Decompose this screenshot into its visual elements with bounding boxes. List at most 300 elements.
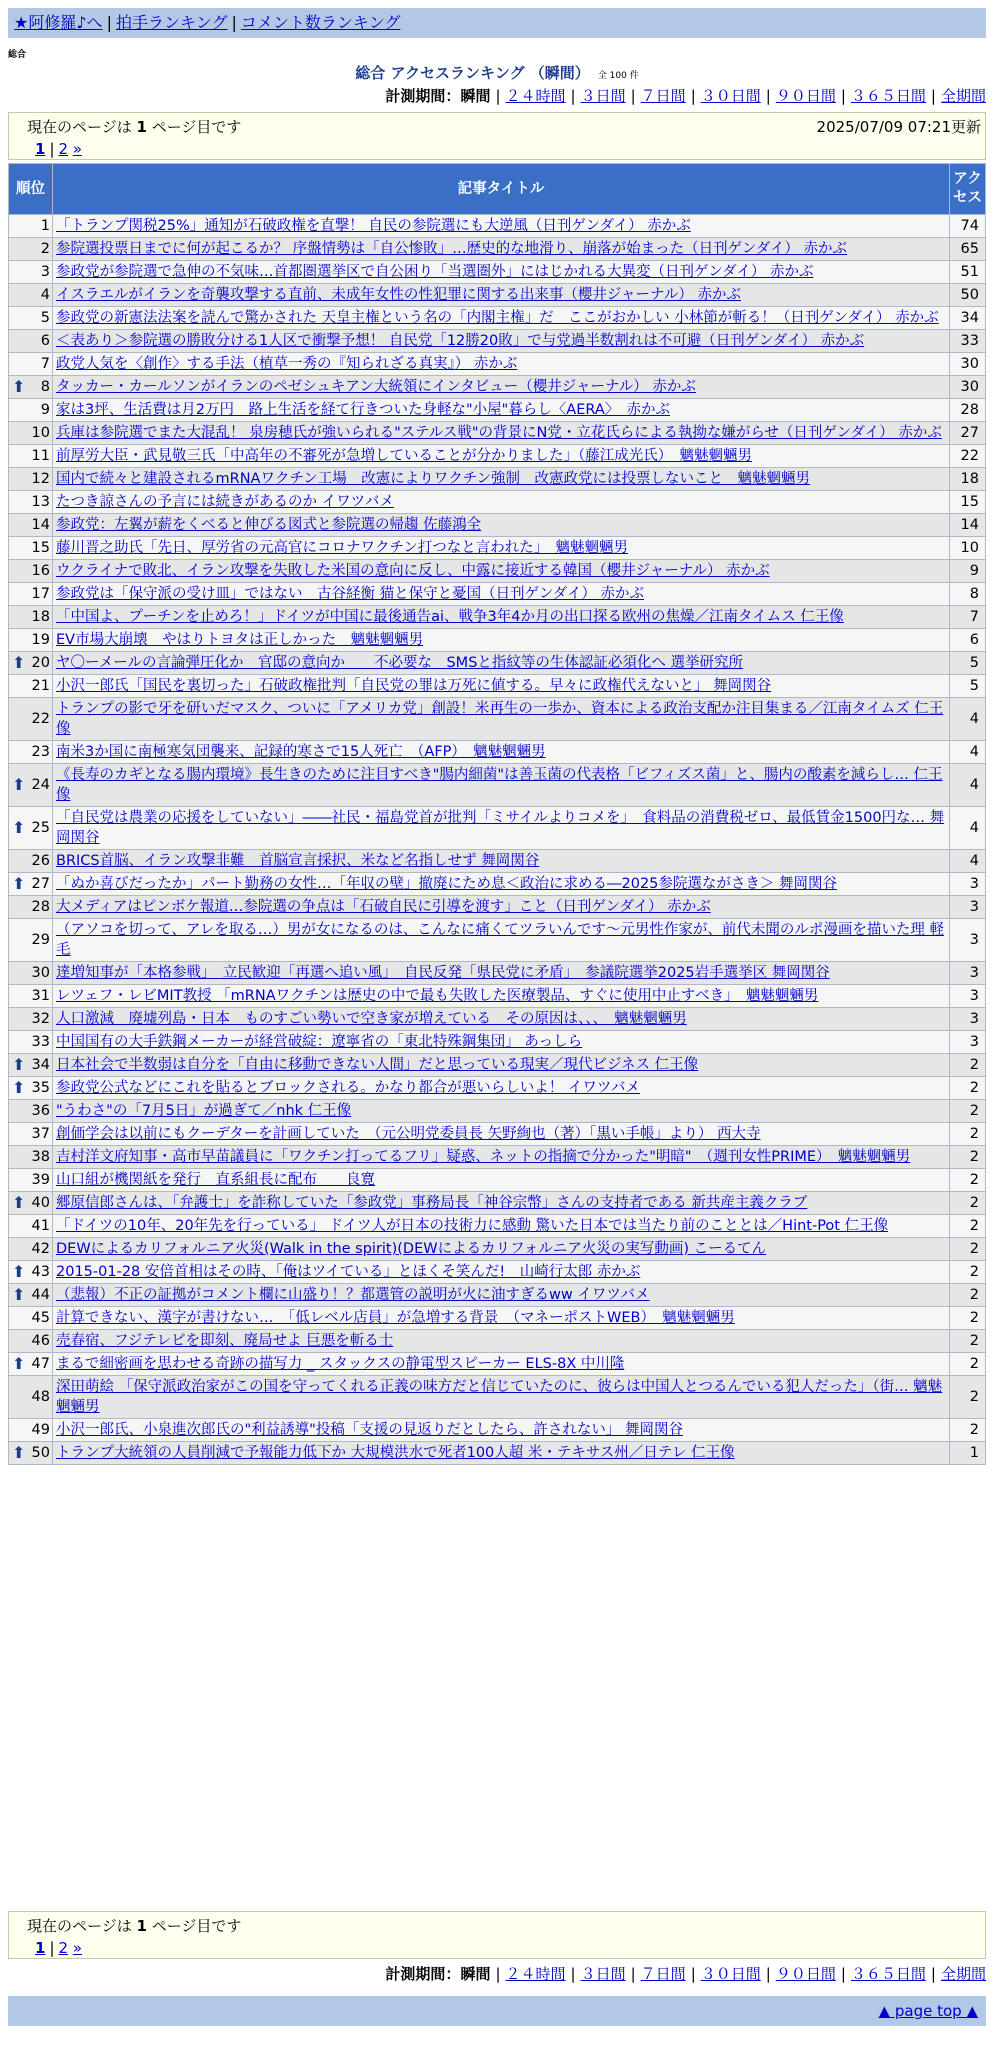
rank-number: 27: [31, 876, 50, 892]
rank-cell: [9, 629, 53, 652]
access-count: 2: [950, 1100, 986, 1123]
rank-number: 16: [31, 563, 50, 579]
title-cell: [53, 1008, 950, 1031]
rank-number: 34: [31, 1057, 50, 1073]
article-link[interactable]: 達増知事が「本格参戦」 立民歓迎「再選へ追い風」 自民反発「県民党に矛盾」 参議院選挙2025岩手選挙区 舞岡関谷: [56, 965, 830, 981]
title-cell: [53, 741, 950, 764]
article-link[interactable]: ヤ〇ーメールの言論弾圧化か 官邸の意向か 不必要な SMSと指紋等の生体認証必須化へ 選挙研究所: [56, 655, 744, 671]
table-row: [9, 1419, 986, 1442]
separator: |: [690, 87, 696, 105]
title-cell: [53, 1376, 950, 1419]
access-count: 3: [950, 962, 986, 985]
rank-number: 23: [31, 744, 50, 760]
rank-number: 32: [31, 1011, 50, 1027]
article-link[interactable]: 参政党は「保守派の受け皿」ではない 古谷経衡 猫と保守と憂国（日刊ゲンダイ） 赤かぶ: [56, 586, 645, 602]
table-row: [9, 764, 986, 807]
article-link[interactable]: 「トランプ関税25%」通知が石破政権を直撃！ 自民の参院選にも大逆風（日刊ゲンダイ） 赤かぶ: [56, 218, 691, 234]
rank-number: 49: [31, 1422, 50, 1438]
rank-cell: [9, 675, 53, 698]
nav-link-ashura[interactable]: ★阿修羅♪へ: [14, 13, 103, 32]
rank-number: 31: [31, 988, 50, 1004]
article-link[interactable]: 参政党が参院選で急伸の不気味…首都圏選挙区で自公困り「当選圏外」にはじかれる大異変（日刊ゲンダイ） 赤かぶ: [56, 264, 814, 280]
article-link[interactable]: 日本社会で半数弱は自分を「自由に移動できない人間」だと思っている現実／現代ビジネス 仁王像: [56, 1057, 699, 1073]
table-row: [9, 468, 986, 491]
table-row: [9, 675, 986, 698]
table-row: [9, 261, 986, 284]
article-link[interactable]: 人口激減 廃墟列島・日本 ものすごい勢いで空き家が増えている その原因は、、、 魑魅魍魎男: [56, 1011, 687, 1027]
article-link[interactable]: たつき諒さんの予言には続きがあるのか イワツバメ: [56, 494, 394, 510]
title-cell: [53, 583, 950, 606]
table-row: [9, 330, 986, 353]
article-link[interactable]: 「ドイツの10年、20年先を行っている」 ドイツ人が日本の技術力に感動 驚いた日本では当たり前のこととは／Hint-Pot 仁王像: [56, 1218, 889, 1234]
article-link[interactable]: 郷原信郎さんは、「弁護士」を詐称していた「参政党」事務局長「神谷宗幣」さんの支持者である 新共産主義クラブ: [56, 1195, 808, 1211]
article-link[interactable]: 国内で続々と建設されるmRNAワクチン工場 改憲によりワクチン強制 改憲政党には投票しないこと 魑魅魍魎男: [56, 471, 811, 487]
page-title: [0, 62, 994, 83]
up-arrow-icon: ⬆: [12, 818, 26, 837]
rank-cell: [9, 238, 53, 261]
table-row: [9, 985, 986, 1008]
access-count: 18: [950, 468, 986, 491]
title-cell: [53, 537, 950, 560]
article-link[interactable]: 吉村洋文府知事・高市早苗議員に「ワクチン打ってるフリ」疑惑、ネットの指摘で分かった"明暗" （週刊女性PRIME） 魑魅魍魎男: [56, 1149, 911, 1165]
rank-number: 36: [31, 1103, 50, 1119]
period-link-1[interactable]: ２４時間: [505, 87, 566, 105]
access-count: 22: [950, 445, 986, 468]
table-row: [9, 629, 986, 652]
access-count: 28: [950, 399, 986, 422]
access-count: 2: [950, 1054, 986, 1077]
rank-cell: [9, 261, 53, 284]
up-arrow-icon: ⬆: [12, 775, 26, 794]
rank-cell: [9, 1307, 53, 1330]
table-row: [9, 1146, 986, 1169]
rank-number: 42: [31, 1241, 50, 1257]
nav-link-applause-ranking[interactable]: 拍手ランキング: [115, 13, 228, 32]
period-label: 計測期間：: [385, 87, 461, 105]
period-link-3-bottom[interactable]: ７日間: [640, 1965, 686, 1983]
separator: |: [231, 13, 237, 32]
separator: |: [840, 1965, 846, 1983]
article-link[interactable]: "うわさ"の「7月5日」が過ぎて／nhk 仁王像: [56, 1103, 352, 1119]
ranking-table: [8, 163, 986, 1465]
title-cell: [53, 330, 950, 353]
article-link[interactable]: 参政党：左翼が薪をくべると伸びる図式と参院選の帰趨 佐藤鴻全: [56, 517, 482, 533]
article-link[interactable]: 前厚労大臣・武見敬三氏「中高年の不審死が急増していることが分かりました」（藤江成光氏） 魑魅魍魎男: [56, 448, 752, 464]
pager-bottom: 1 | 2 »: [35, 1939, 83, 1957]
article-link[interactable]: 小沢一郎氏「国民を裏切った」石破政権批判「自民党の罪は万死に値する。早々に政権代えないと」 舞岡関谷: [56, 678, 772, 694]
up-arrow-icon: ⬆: [12, 653, 26, 672]
ranking-body: [9, 215, 986, 1465]
table-row: [9, 514, 986, 537]
top-navigation: [8, 8, 986, 38]
page-info-top: [8, 112, 986, 160]
title-cell: [53, 560, 950, 583]
rank-number: 44: [31, 1287, 50, 1303]
article-link[interactable]: 政党人気を〈創作〉する手法（植草一秀の『知られざる真実』） 赤かぶ: [56, 356, 518, 372]
header-rank: 順位: [9, 164, 53, 215]
access-count: 15: [950, 491, 986, 514]
pager-top: 1 | 2 »: [35, 140, 83, 158]
rank-cell: [9, 606, 53, 629]
title-cell: [53, 261, 950, 284]
access-count: 30: [950, 353, 986, 376]
period-link-5[interactable]: ９０日間: [775, 87, 836, 105]
separator: |: [840, 87, 846, 105]
separator: |: [495, 1965, 501, 1983]
rank-number: 35: [31, 1080, 50, 1096]
rank-number: 3: [40, 264, 50, 280]
article-link[interactable]: 南米3か国に南極寒気団襲来、記録的寒さで15人死亡 （AFP） 魑魅魍魎男: [56, 744, 546, 760]
access-count: 30: [950, 376, 986, 399]
rank-number: 43: [31, 1264, 50, 1280]
page-link-2-bottom[interactable]: 2: [58, 1939, 69, 1957]
article-link[interactable]: 大メディアはピンボケ報道…参院選の争点は「石破自民に引導を渡す」こと（日刊ゲンダイ） 赤かぶ: [56, 899, 711, 915]
title-cell: [53, 468, 950, 491]
table-row: [9, 1284, 986, 1307]
rank-number: 14: [31, 517, 50, 533]
table-row: [9, 1123, 986, 1146]
separator: |: [106, 13, 112, 32]
rank-number: 15: [31, 540, 50, 556]
title-cell: [53, 850, 950, 873]
article-link[interactable]: ウクライナで敗北、イラン攻撃を失敗した米国の意向に反し、中露に接近する韓国（櫻井ジャーナル） 赤かぶ: [56, 563, 770, 579]
access-count: 4: [950, 698, 986, 741]
access-count: 2: [950, 1123, 986, 1146]
table-row: [9, 560, 986, 583]
article-link[interactable]: 小沢一郎氏、小泉進次郎氏の"利益誘導"投稿「支援の見返りだとしたら、許されない」 舞岡関谷: [56, 1422, 683, 1438]
period-link-2[interactable]: ３日間: [580, 87, 626, 105]
period-selector-top: [385, 85, 986, 107]
access-count: 27: [950, 422, 986, 445]
title-cell: [53, 1031, 950, 1054]
page-link-current[interactable]: 1: [35, 140, 46, 158]
rank-number: 20: [31, 655, 50, 671]
separator: |: [495, 87, 501, 105]
access-count: 4: [950, 764, 986, 807]
access-count: 33: [950, 330, 986, 353]
rank-cell: [9, 583, 53, 606]
rank-cell: [9, 399, 53, 422]
table-row: [9, 1353, 986, 1376]
access-count: 7: [950, 606, 986, 629]
period-selector-bottom: [385, 1963, 986, 1985]
access-count: 74: [950, 215, 986, 238]
separator: |: [765, 1965, 771, 1983]
title-cell: [53, 376, 950, 399]
separator: |: [570, 1965, 576, 1983]
separator: |: [765, 87, 771, 105]
rank-cell: [9, 1215, 53, 1238]
title-cell: [53, 353, 950, 376]
access-count: 3: [950, 919, 986, 962]
separator: |: [570, 87, 576, 105]
table-row: [9, 1054, 986, 1077]
table-row: [9, 850, 986, 873]
rank-number: 39: [31, 1172, 50, 1188]
article-link[interactable]: 「中国よ、プーチンを止めろ！」ドイツが中国に最後通告ai、戦争3年4か月の出口探る欧州の焦燥／江南タイムス 仁王像: [56, 609, 844, 625]
table-row: [9, 307, 986, 330]
article-link[interactable]: 参政党公式などにこれを貼るとブロックされる。かなり都合が悪いらしいよ！ イワツバメ: [56, 1080, 641, 1096]
period-label: 計測期間：: [385, 1965, 461, 1983]
access-count: 3: [950, 985, 986, 1008]
title-cell: [53, 514, 950, 537]
page-info-bottom: [8, 1911, 986, 1959]
rank-cell: [9, 1123, 53, 1146]
access-count: 3: [950, 896, 986, 919]
rank-cell: [9, 468, 53, 491]
title-cell: [53, 962, 950, 985]
table-row: [9, 807, 986, 850]
rank-cell: [9, 445, 53, 468]
title-cell: [53, 1442, 950, 1465]
title-cell: [53, 1146, 950, 1169]
access-count: 2: [950, 1330, 986, 1353]
access-count: 10: [950, 537, 986, 560]
access-count: 2: [950, 1307, 986, 1330]
access-count: 4: [950, 850, 986, 873]
nav-link-comment-ranking[interactable]: コメント数ランキング: [240, 13, 401, 32]
article-link[interactable]: 山口組が機関紙を発行 直系組長に配布 良寛: [56, 1172, 375, 1188]
rank-number: 18: [31, 609, 50, 625]
rank-cell: [9, 1031, 53, 1054]
access-count: 4: [950, 741, 986, 764]
article-link[interactable]: 中国国有の大手鉄鋼メーカーが経営破綻：遼寧省の「東北特殊鋼集団」 あっしら: [56, 1034, 583, 1050]
ranking-title: 総合 アクセスランキング （瞬間）: [355, 64, 590, 82]
rank-number: 2: [40, 241, 50, 257]
article-link[interactable]: 藤川晋之助氏「先日、厚労省の元高官にコロナワクチン打つなと言われた」 魑魅魍魎男: [56, 540, 629, 556]
rank-number: 1: [40, 218, 50, 234]
current-page-text-bottom: 現在のページは 1 ページ目です: [27, 1917, 242, 1935]
article-link[interactable]: 兵庫は参院選でまた大混乱！ 泉房穂氏が強いられる"ステルス戦"の背景にN党・立花氏らによる執拗な嫌がらせ（日刊ゲンダイ） 赤かぶ: [56, 425, 942, 441]
access-count: 2: [950, 1238, 986, 1261]
rank-cell: [9, 1192, 53, 1215]
article-link[interactable]: トランプ大統領の人員削減で予報能力低下か 大規模洪水で死者100人超 米・テキサス州／日テレ 仁王像: [56, 1445, 735, 1461]
up-arrow-icon: ⬆: [12, 1193, 26, 1212]
period-link-1-bottom[interactable]: ２４時間: [505, 1965, 566, 1983]
table-row: [9, 583, 986, 606]
title-cell: [53, 1192, 950, 1215]
access-count: 2: [950, 1284, 986, 1307]
access-count: 51: [950, 261, 986, 284]
title-cell: [53, 698, 950, 741]
article-link[interactable]: 「ぬか喜びだったか」パート勤務の女性…「年収の壁」撤廃にため息＜政治に求める―2025参院選ながさき＞ 舞岡関谷: [56, 876, 838, 892]
article-link[interactable]: （悲報）不正の証拠がコメント欄に山盛り！？都選管の説明が火に油すぎるww イワツバメ: [56, 1287, 650, 1303]
article-link[interactable]: まるで細密画を思わせる奇跡の描写力 _ スタックスの静電型スピーカー ELS-8X 中川隆: [56, 1356, 625, 1372]
period-link-2-bottom[interactable]: ３日間: [580, 1965, 626, 1983]
rank-cell: [9, 764, 53, 807]
table-row: [9, 1169, 986, 1192]
title-cell: [53, 399, 950, 422]
article-link[interactable]: 参政党の新憲法法案を読んで驚かされた 天皇主権という名の「内閣主権」だ ここがおかしい 小林節が斬る！（日刊ゲンダイ） 赤かぶ: [56, 310, 939, 326]
rank-number: 22: [31, 711, 50, 727]
table-row: [9, 1100, 986, 1123]
rank-number: 46: [31, 1333, 50, 1349]
table-header-row: [9, 164, 986, 215]
title-cell: [53, 1215, 950, 1238]
page-next-link-bottom[interactable]: »: [72, 1939, 83, 1957]
rank-number: 13: [31, 494, 50, 510]
rank-cell: [9, 353, 53, 376]
table-row: [9, 1215, 986, 1238]
period-link-6-bottom[interactable]: ３６５日間: [850, 1965, 926, 1983]
period-link-5-bottom[interactable]: ９０日間: [775, 1965, 836, 1983]
article-link[interactable]: 2015-01-28 安倍首相はその時、「俺はツイている」とほくそ笑んだ! 山崎行太郎 赤かぶ: [56, 1264, 641, 1280]
up-arrow-icon: ⬆: [12, 1443, 26, 1462]
access-count: 50: [950, 284, 986, 307]
rank-number: 24: [31, 777, 50, 793]
title-cell: [53, 1100, 950, 1123]
table-row: [9, 1330, 986, 1353]
title-cell: [53, 422, 950, 445]
access-count: 9: [950, 560, 986, 583]
page-link-current-bottom[interactable]: 1: [35, 1939, 46, 1957]
rank-number: 11: [31, 448, 50, 464]
article-link[interactable]: イスラエルがイランを奇襲攻撃する直前、未成年女性の性犯罪に関する出来事（櫻井ジャーナル） 赤かぶ: [56, 287, 741, 303]
rank-cell: [9, 422, 53, 445]
rank-cell: [9, 491, 53, 514]
rank-cell: [9, 215, 53, 238]
title-cell: [53, 215, 950, 238]
category-label: 総合: [8, 50, 27, 60]
separator: |: [630, 87, 636, 105]
article-link[interactable]: （アソコを切って、アレを取る…）男が女になるのは、こんなに痛くてツラいんです〜元男性作家が、前代未聞のルポ漫画を描いた理 軽毛: [56, 922, 944, 958]
up-arrow-icon: ⬆: [12, 1262, 26, 1281]
article-link[interactable]: 家は3坪、生活費は月2万円 路上生活を経て行きついた身軽な"小屋"暮らし〈AERA〉 赤かぶ: [56, 402, 671, 418]
separator: |: [930, 87, 936, 105]
title-cell: [53, 1238, 950, 1261]
separator: |: [930, 1965, 936, 1983]
article-link[interactable]: 《長寿のカギとなる腸内環境》長生きのために注目すべき"腸内細菌"は善玉菌の代表格「ビフィズス菌」と、腸内の酸素を減らし… 仁王像: [56, 767, 943, 803]
article-link[interactable]: DEWによるカリフォルニア火災(Walk in the spirit)(DEWによるカリフォルニア火災の実写動画) こーるてん: [56, 1241, 766, 1257]
rank-cell: [9, 896, 53, 919]
access-count: 8: [950, 583, 986, 606]
rank-number: 28: [31, 899, 50, 915]
rank-cell: [9, 307, 53, 330]
period-current: 瞬間: [460, 87, 491, 105]
title-cell: [53, 606, 950, 629]
article-link[interactable]: 「自民党は農業の応援をしていない」――社民・福島党首が批判「ミサイルよりコメを」 食料品の消費税ゼロ、最低賃金1500円な… 舞岡関谷: [56, 810, 945, 846]
table-row: [9, 491, 986, 514]
period-link-4-bottom[interactable]: ３０日間: [700, 1965, 761, 1983]
rank-cell: [9, 560, 53, 583]
table-row: [9, 537, 986, 560]
table-row: [9, 1192, 986, 1215]
article-link[interactable]: 計算できない、漢字が書けない… 「低レベル店員」が急増する背景 （マネーポストWEB） 魑魅魍魎男: [56, 1310, 735, 1326]
rank-number: 41: [31, 1218, 50, 1234]
table-row: [9, 652, 986, 675]
article-link[interactable]: BRICS首脳、イラン攻撃非難 首脳宣言採択、米など名指しせず 舞岡関谷: [56, 853, 540, 869]
page-link-2[interactable]: 2: [58, 140, 69, 158]
table-row: [9, 1442, 986, 1465]
access-count: 2: [950, 1376, 986, 1419]
footer-bar: [8, 1996, 986, 2026]
rank-cell: [9, 1419, 53, 1442]
title-cell: [53, 1054, 950, 1077]
article-link[interactable]: 参院選投票日までに何が起こるか？ 序盤情勢は「自公惨敗」…歴史的な地滑り、崩落が始まった（日刊ゲンダイ） 赤かぶ: [56, 241, 848, 257]
rank-number: 45: [31, 1310, 50, 1326]
rank-number: 4: [40, 287, 50, 303]
rank-cell: [9, 919, 53, 962]
rank-cell: [9, 962, 53, 985]
up-arrow-icon: ⬆: [12, 1285, 26, 1304]
table-row: [9, 445, 986, 468]
rank-cell: [9, 1169, 53, 1192]
table-row: [9, 1008, 986, 1031]
access-count: 3: [950, 1031, 986, 1054]
rank-cell: [9, 1077, 53, 1100]
rank-number: 8: [40, 379, 50, 395]
access-count: 14: [950, 514, 986, 537]
up-arrow-icon: ⬆: [12, 1078, 26, 1097]
rank-cell: [9, 1146, 53, 1169]
rank-number: 25: [31, 820, 50, 836]
title-cell: [53, 1330, 950, 1353]
period-link-6[interactable]: ３６５日間: [850, 87, 926, 105]
period-link-3[interactable]: ７日間: [640, 87, 686, 105]
article-link[interactable]: タッカー・カールソンがイランのペゼシュキアン大統領にインタビュー（櫻井ジャーナル） 赤かぶ: [56, 379, 696, 395]
access-count: 2: [950, 1146, 986, 1169]
table-row: [9, 284, 986, 307]
access-count: 3: [950, 1008, 986, 1031]
title-cell: [53, 629, 950, 652]
table-row: [9, 1307, 986, 1330]
rank-number: 10: [31, 425, 50, 441]
rank-cell: [9, 698, 53, 741]
table-row: [9, 353, 986, 376]
title-cell: [53, 445, 950, 468]
page-next-link[interactable]: »: [72, 140, 83, 158]
rank-cell: [9, 741, 53, 764]
rank-number: 12: [31, 471, 50, 487]
rank-cell: [9, 1238, 53, 1261]
up-arrow-icon: ⬆: [12, 874, 26, 893]
article-link[interactable]: 売春宿、フジテレビを即刻、廃局せよ 巨悪を斬る士: [56, 1333, 394, 1349]
rank-number: 48: [31, 1389, 50, 1405]
title-cell: [53, 1123, 950, 1146]
title-cell: [53, 873, 950, 896]
table-row: [9, 741, 986, 764]
up-arrow-icon: ⬆: [12, 1055, 26, 1074]
article-link[interactable]: トランプの影で牙を研いだマスク、ついに「アメリカ党」創設！米再生の一歩か、資本による政治支配か注目集まる／江南タイムズ 仁王像: [56, 701, 944, 737]
page-top-link[interactable]: ▲ page top ▲: [878, 2002, 978, 2020]
header-title: 記事タイトル: [53, 164, 950, 215]
access-count: 1: [950, 1442, 986, 1465]
rank-cell: [9, 807, 53, 850]
article-link[interactable]: ＜表あり＞参院選の勝敗分ける1人区で衝撃予想！ 自民党「12勝20敗」で与党過半数割れは不可避（日刊ゲンダイ） 赤かぶ: [56, 333, 865, 349]
article-link[interactable]: 深田萌絵 「保守派政治家がこの国を守ってくれる正義の味方だと信じていたのに、彼らは中国人とつるんでいる犯人だった」（街… 魑魅魍魎男: [56, 1379, 943, 1415]
title-cell: [53, 1307, 950, 1330]
separator: |: [630, 1965, 636, 1983]
title-cell: [53, 1353, 950, 1376]
access-count: 5: [950, 675, 986, 698]
period-link-7-bottom[interactable]: 全期間: [940, 1965, 986, 1983]
article-link[interactable]: 創価学会は以前にもクーデターを計画していた （元公明党委員長 矢野絢也（著）「黒い手帳」より） 西大寺: [56, 1126, 761, 1142]
article-link[interactable]: EV市場大崩壊 やはりトヨタは正しかった 魑魅魍魎男: [56, 632, 424, 648]
rank-number: 6: [40, 333, 50, 349]
period-link-4[interactable]: ３０日間: [700, 87, 761, 105]
access-count: 2: [950, 1353, 986, 1376]
article-link[interactable]: レツェフ・レビMIT教授 「mRNAワクチンは歴史の中で最も失敗した医療製品、すぐに使用中止すべき」 魑魅魍魎男: [56, 988, 819, 1004]
table-row: [9, 698, 986, 741]
period-link-7[interactable]: 全期間: [940, 87, 986, 105]
access-count: 2: [950, 1077, 986, 1100]
title-cell: [53, 238, 950, 261]
table-row: [9, 1261, 986, 1284]
table-row: [9, 919, 986, 962]
rank-number: 30: [31, 965, 50, 981]
rank-cell: [9, 284, 53, 307]
rank-cell: [9, 514, 53, 537]
